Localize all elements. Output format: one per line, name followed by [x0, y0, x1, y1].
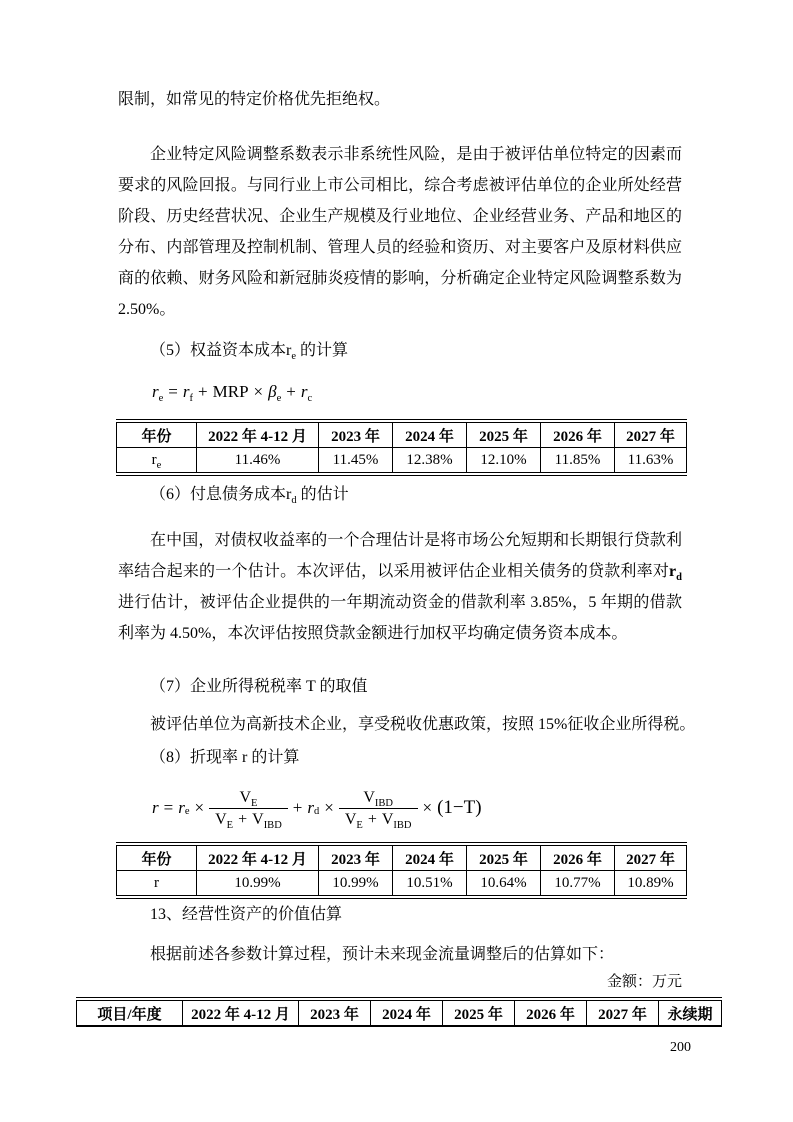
paragraph-specific-risk-factor: 企业特定风险调整系数表示非系统性风险，是由于被评估单位特定的因素而要求的风险回报。与同行业上市公司相比，综合考虑被评估单位的企业所处经营阶段、历史经营状况、企业生产规模及行业地位、企业经营业务、产品和地区的分布、内部管理及控制机制、管理人员的经验和资历、对主要客户及原材料供应商的依赖、财务风险和新冠肺炎疫情的影响，分析确定企业特定风险调整系数为 2.50%。 [118, 146, 682, 318]
table-header-cell: 年份 [117, 844, 197, 871]
table-header-cell: 2023 年 [319, 844, 393, 871]
heading-cost-of-debt [118, 485, 682, 505]
formula-term: r [152, 382, 159, 401]
formula-subscript: e [158, 393, 164, 404]
table-header-cell: 2022 年 4-12 月 [197, 844, 319, 871]
discount-rate-table [116, 842, 687, 899]
formula-term: r [178, 798, 185, 817]
formula-cost-of-equity [152, 379, 682, 405]
table-row [117, 448, 687, 475]
formula-subscript: IBD [393, 819, 412, 831]
paragraph-price-restriction: 限制，如常见的特定价格优先拒绝权。 [118, 91, 391, 108]
formula-term: (1−T) [437, 797, 482, 818]
plus-sign: + [367, 810, 377, 828]
formula-subscript: E [356, 819, 363, 831]
table-header-cell: 2024 年 [393, 844, 467, 871]
table-cell: 10.64% [467, 871, 541, 898]
table-cell: 11.45% [319, 448, 393, 475]
cost-of-equity-table [116, 419, 687, 476]
paragraph-cost-of-debt-estimate [118, 525, 682, 649]
table-cell: 11.63% [615, 448, 687, 475]
table-row [117, 871, 687, 898]
table-cell: 11.46% [197, 448, 319, 475]
formula-term: r [307, 798, 314, 817]
table-header-cell: 2026 年 [541, 844, 615, 871]
table-header-cell: 项目/年度 [77, 999, 183, 1026]
formula-term: V [239, 788, 252, 806]
formula-term: β [268, 382, 277, 401]
variable-subscript: d [676, 572, 682, 583]
table-header-cell: 2027 年 [587, 999, 659, 1026]
heading-text: （6）付息债务成本 [150, 486, 287, 503]
table-row-label: r [117, 871, 197, 898]
variable-rd: r [669, 563, 677, 580]
table-cell: 10.99% [197, 871, 319, 898]
paragraph-text: 在中国，对债权收益率的一个合理估计是将市场公允短期和长期银行贷款利率结合起来的一个估计。本次评估，以采用被评估企业相关债务的贷款利率对 [118, 532, 682, 580]
table-row-label [117, 448, 197, 475]
formula-term: V [215, 810, 227, 828]
table-cell: 10.77% [541, 871, 615, 898]
table-cell: 12.38% [393, 448, 467, 475]
formula-subscript: IBD [263, 819, 282, 831]
table-cell: 10.89% [615, 871, 687, 898]
page-number: 200 [670, 1040, 691, 1055]
table-cell: 12.10% [467, 448, 541, 475]
table-header-cell: 永续期 [659, 999, 722, 1026]
table-header-row [77, 999, 722, 1026]
formula-subscript: e [276, 393, 282, 404]
table-header-cell: 2026 年 [541, 421, 615, 448]
formula-term: r [152, 798, 159, 817]
formula-discount-rate: r = r $_e$ × $\frac{V_E}{V_E + V_{IBD}}$ + r $_d$ × $\frac{V_{IBD}}{V_E + V_{IBD}}$ × (1−T) [152, 788, 482, 831]
formula-subscript: IBD [374, 797, 393, 809]
plus-sign: + [198, 382, 208, 401]
plus-sign: + [238, 810, 248, 828]
page-content [97, 84, 713, 1027]
table-header-cell: 2023 年 [299, 999, 371, 1026]
times-sign: × [324, 798, 334, 817]
fraction-debt-weight [339, 788, 418, 829]
formula-term: V [381, 810, 394, 828]
times-sign: × [253, 382, 264, 401]
variable-subscript: e [156, 459, 162, 471]
formula-subscript: f [189, 393, 194, 404]
table-header-cell: 2022 年 4-12 月 [183, 999, 299, 1026]
table-header-cell: 2025 年 [443, 999, 515, 1026]
table-cell: 10.99% [319, 871, 393, 898]
variable-subscript: e [291, 351, 297, 362]
formula-term: V [252, 810, 264, 828]
table-header-cell: 2027 年 [615, 421, 687, 448]
cash-flow-estimate-table [76, 997, 722, 1027]
table-header-cell: 2027 年 [615, 844, 687, 871]
table-header-cell: 2022 年 4-12 月 [197, 421, 319, 448]
paragraph-text: 进行估计，被评估企业提供的一年期流动资金的借款利率 3.85%，5 年期的借款利率为 4.50%，本次评估按照贷款金额进行加权平均确定债务资本成本。 [118, 594, 682, 642]
times-sign: × [194, 798, 205, 817]
formula-subscript: c [307, 393, 313, 404]
table-header-row [117, 844, 687, 871]
table-cell: 10.51% [393, 871, 467, 898]
formula-term: V [363, 788, 375, 806]
table-header-cell: 2024 年 [371, 999, 443, 1026]
formula-subscript: E [226, 819, 234, 831]
plus-sign: + [292, 798, 303, 817]
heading-text: （5）权益资本成本 [150, 342, 287, 359]
heading-income-tax-rate: （7）企业所得税税率 T 的取值 [150, 678, 368, 695]
table-cell: 11.85% [541, 448, 615, 475]
table-header-cell: 2025 年 [467, 421, 541, 448]
table-header-cell: 年份 [117, 421, 197, 448]
fraction-equity-weight [209, 788, 288, 829]
heading-text: 的计算 [296, 342, 349, 359]
table-header-cell: 2024 年 [393, 421, 467, 448]
unit-note: 金额：万元 [606, 974, 682, 990]
table-header-row [117, 421, 687, 448]
formula-term: V [344, 810, 357, 828]
variable-subscript: d [291, 495, 297, 506]
plus-sign: + [286, 382, 296, 401]
heading-text: 的估计 [296, 486, 349, 503]
formula-term: r [300, 382, 308, 401]
heading-operating-assets-valuation: 13、经营性资产的价值估算 [150, 906, 343, 923]
table-header-cell: 2023 年 [319, 421, 393, 448]
paragraph-cash-flow-intro: 根据前述各参数计算过程，预计未来现金流量调整后的估算如下： [150, 946, 615, 963]
formula-subscript: E [251, 797, 258, 809]
equals-sign: = [163, 798, 174, 817]
equals-sign: = [168, 382, 178, 401]
variable-re: r [286, 342, 292, 359]
times-sign: × [422, 798, 433, 817]
formula-term: MRP [212, 382, 249, 401]
variable-re: r [151, 451, 157, 468]
heading-cost-of-equity [118, 341, 682, 361]
paragraph-income-tax: 被评估单位为高新技术企业，享受税收优惠政策，按照 15%征收企业所得税。 [150, 716, 696, 733]
heading-discount-rate: （8）折现率 r 的计算 [150, 749, 300, 766]
variable-rd: r [286, 486, 292, 503]
table-header-cell: 2026 年 [515, 999, 587, 1026]
table-header-cell: 2025 年 [467, 844, 541, 871]
formula-term: r [182, 382, 190, 401]
